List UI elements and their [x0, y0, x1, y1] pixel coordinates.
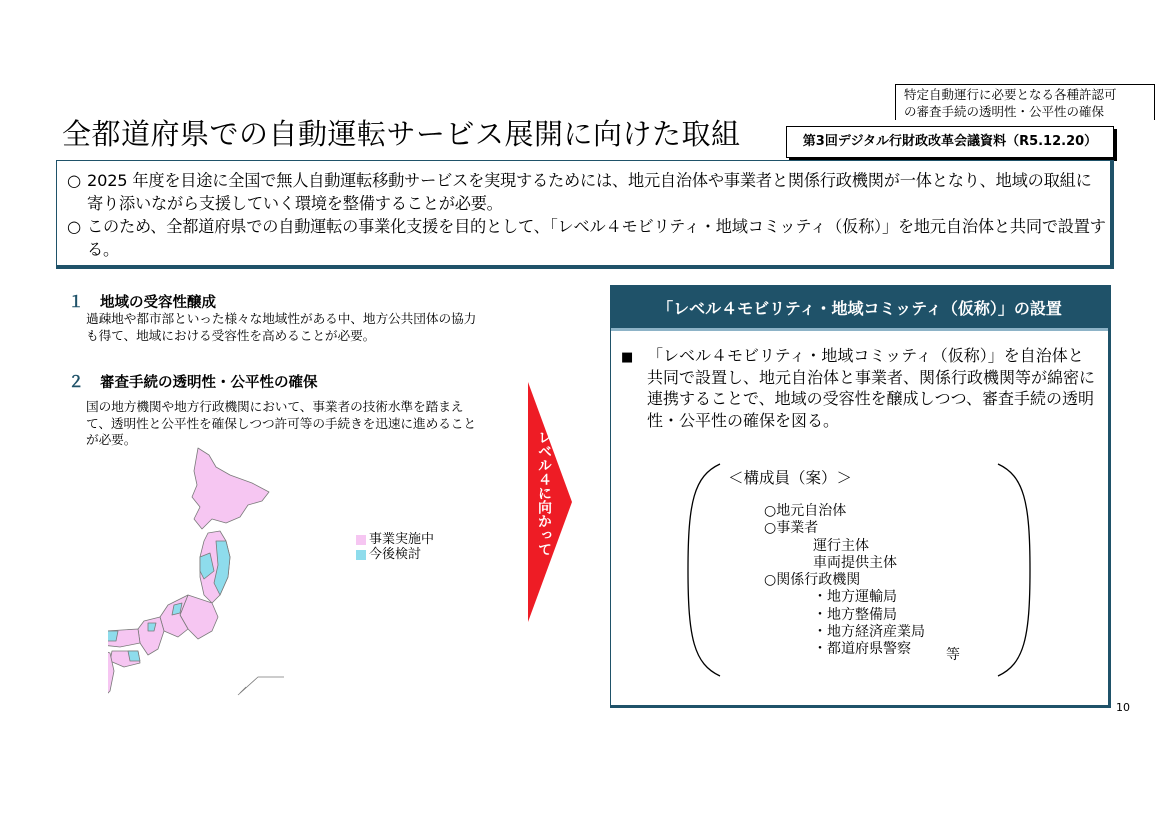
source-label: 第3回デジタル行財政改革会議資料（R5.12.20）: [786, 126, 1114, 158]
member-item: ・地方運輸局: [813, 589, 897, 606]
circle-bullet: ○: [67, 171, 81, 190]
legend-item: [356, 547, 434, 562]
summary-item: [67, 215, 1110, 261]
member-item: ・地方整備局: [813, 606, 897, 623]
page-title: 全都道府県での自動運転サービス展開に向けた取組: [62, 117, 741, 151]
map-region-shikoku-cyan: [128, 651, 140, 661]
arrow-label: レベル４に向かって: [536, 430, 552, 556]
legend-label: 事業実施中: [369, 532, 435, 547]
summary-box: [56, 160, 1114, 269]
topic-tag: [895, 84, 1155, 120]
section-heading: [68, 289, 216, 312]
legend-swatch-pink: [356, 535, 366, 545]
map-region-chugoku-cyan: [108, 631, 118, 641]
member-item: 運行主体: [813, 537, 869, 554]
section-number: ２: [68, 372, 85, 391]
topic-tag-line1: 特定自動運行に必要となる各種許認可: [904, 87, 1117, 102]
member-list: [764, 503, 925, 659]
summary-text: 2025 年度を目途に全国で無人自動運転移動サービスを実現するためには、地元自治体や事業者と関係行政機関が一体となり、地域の取組に寄り添いながら支援していく環境を整備することが必要。: [87, 171, 1092, 213]
panel-heading: 「レベル４モビリティ・地域コミッティ（仮称）」の設置: [611, 286, 1108, 331]
section-body: 国の地方機関や地方行政機関において、事業者の技術水準を踏まえて、透明性と公平性を確保しつつ許可等の手続きを迅速に進めることが必要。: [86, 399, 476, 447]
member-item: ○事業者: [764, 520, 819, 537]
map-legend: [356, 532, 434, 562]
members-etc: 等: [946, 647, 960, 663]
topic-tag-line2: の審査手続の透明性・公平性の確保: [904, 104, 1105, 119]
member-item: ○関係行政機関: [764, 572, 861, 589]
section-heading: [68, 369, 318, 392]
panel-text: [621, 345, 1099, 431]
page-number: 10: [1116, 701, 1130, 714]
summary-item: [67, 169, 1110, 215]
member-item: ・地方経済産業局: [813, 624, 925, 641]
member-item: 車両提供主体: [813, 554, 897, 571]
member-item: ・都道府県警察: [813, 641, 911, 658]
circle-bullet: ○: [67, 217, 81, 236]
summary-text: このため、全都道府県での自動運転の事業化支援を目的として、「レベル４モビリティ・地域コミッティ（仮称）」を地元自治体と共同で設置する。: [87, 217, 1106, 259]
section-number: １: [68, 292, 85, 311]
section-title: 地域の受容性醸成: [100, 295, 216, 311]
section-body: 過疎地や都市部といった様々な地域性がある中、地方公共団体の協力も得て、地域における受容性を高めることが必要。: [86, 311, 477, 343]
members-title: ＜構成員（案）＞: [728, 469, 853, 487]
section-title: 審査手続の透明性・公平性の確保: [100, 375, 318, 391]
legend-item: [356, 532, 434, 547]
legend-swatch-cyan: [356, 550, 366, 560]
panel-description: 「レベル４モビリティ・地域コミッティ（仮称）」を自治体と共同で設置し、地元自治体と事業者、関係行政機関等が綿密に連携することで、地域の受容性を醸成しつつ、審査手続の透明性・公平性の確保を図る。: [647, 346, 1096, 430]
map-region-hokkaido: [192, 448, 269, 529]
legend-label: 今後検討: [369, 547, 422, 562]
map-inset-okinawa: [238, 677, 284, 695]
japan-map: [108, 445, 298, 710]
member-item: ○地元自治体: [764, 503, 847, 519]
square-bullet: ■: [621, 350, 634, 365]
